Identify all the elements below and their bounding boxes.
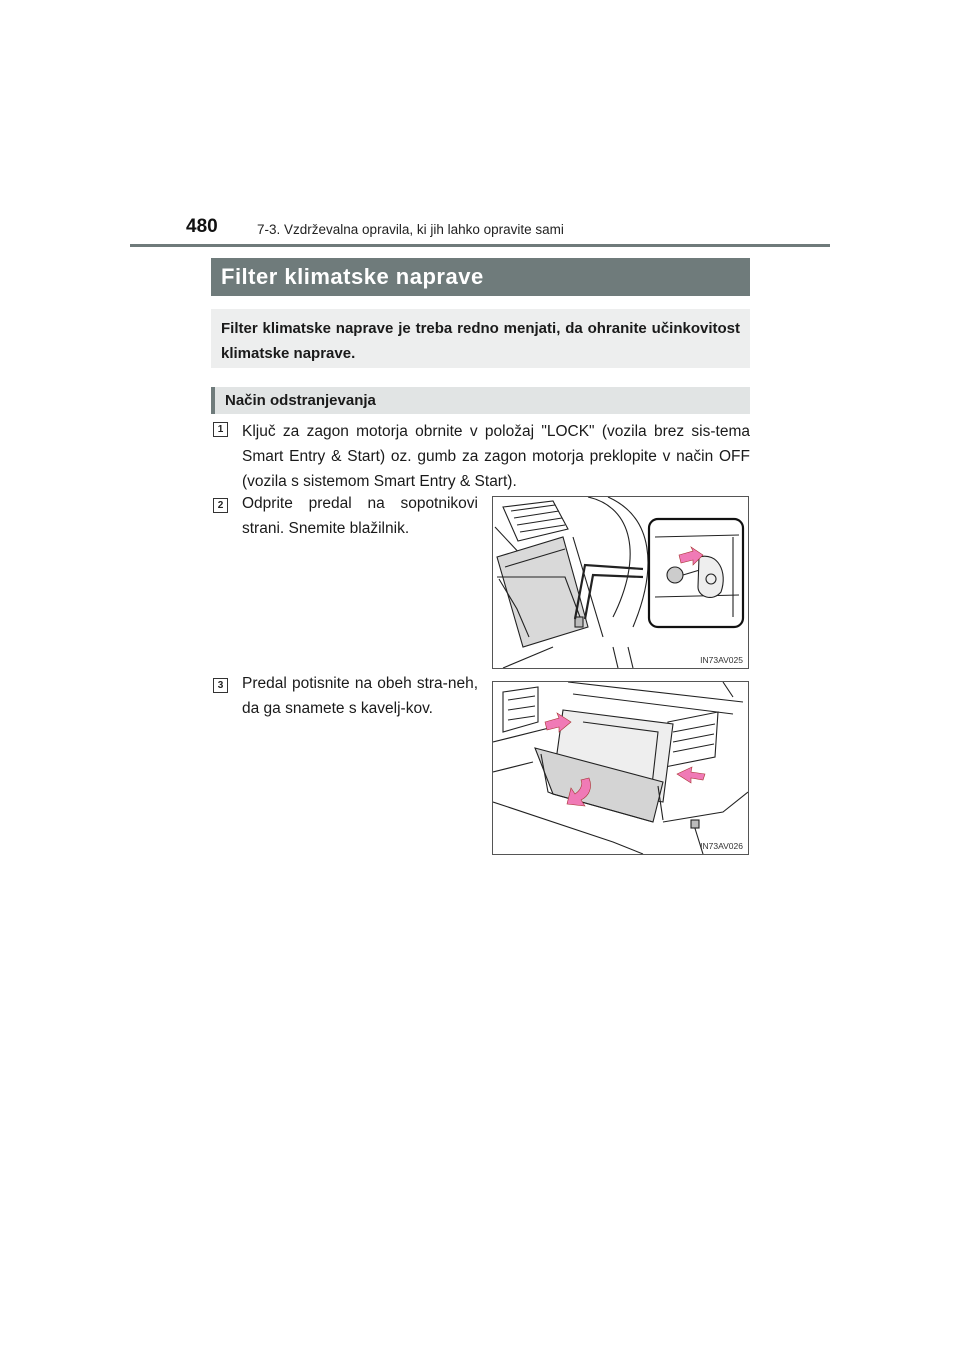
step-2-text: Odprite predal na sopotnikovi strani. Snemite blažilnik. — [242, 495, 478, 537]
figure-code: IN73AV025 — [700, 655, 743, 665]
glove-box-removal-illustration — [493, 682, 748, 854]
step-number-2: 2 — [213, 498, 228, 513]
section-intro: Filter klimatske naprave je treba redno menjati, da ohranite učinkovitost klimatske naprave. — [211, 309, 750, 368]
figure-glove-box-damper — [492, 496, 749, 669]
push-right-side-arrow-icon — [677, 767, 705, 783]
step-1-text: Ključ za zagon motorja obrnite v položaj "LOCK" (vozila brez sis-tema Smart Entry & Start) oz. gumb za zagon motorja preklopite v način OFF (vozila s sistemom Smart Entry & Start). — [242, 423, 750, 490]
subsection-title: Način odstranjevanja — [211, 387, 750, 414]
step-3-text: Predal potisnite na obeh stra-neh, da ga snamete s kavelj-kov. — [242, 675, 478, 717]
section-title: Filter klimatske naprave — [211, 258, 750, 296]
page-number: 480 — [186, 216, 218, 237]
running-header: 7-3. Vzdrževalna opravila, ki jih lahko opravite sami — [257, 222, 564, 237]
figure-glove-box-removal — [492, 681, 749, 855]
header-divider — [130, 244, 830, 247]
step-number-1: 1 — [213, 422, 228, 437]
figure-code: IN73AV026 — [700, 841, 743, 851]
glove-box-damper-illustration — [493, 497, 748, 668]
step-number-3: 3 — [213, 678, 228, 693]
